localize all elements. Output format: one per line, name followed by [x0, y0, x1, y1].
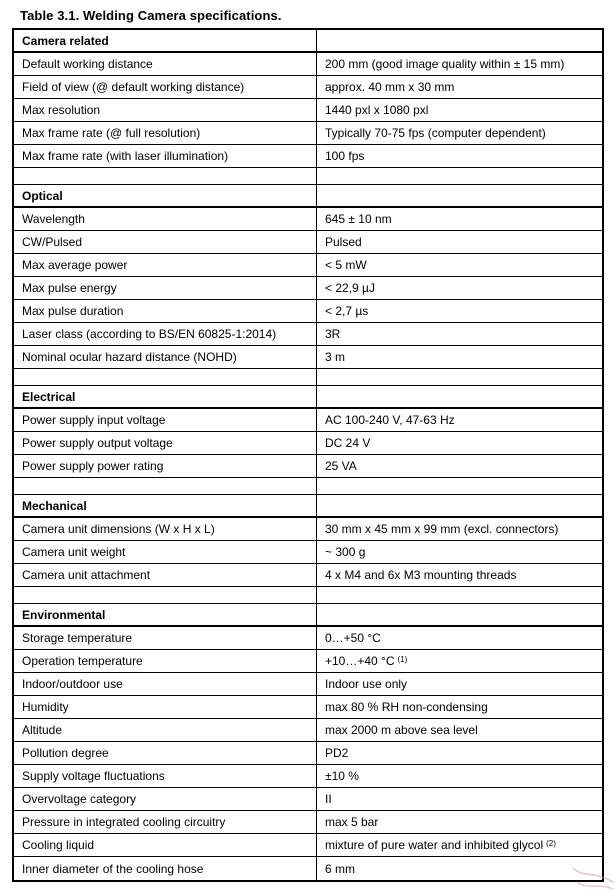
section-header-row: [14, 604, 602, 627]
spec-label-cell: Mechanical: [14, 495, 317, 516]
table-row: [14, 518, 602, 541]
spec-value-cell: [317, 185, 602, 206]
spec-value-cell: 645 ± 10 nm: [325, 212, 392, 226]
table-row: [14, 541, 602, 564]
spec-value-cell: Indoor use only: [325, 677, 408, 691]
spacer-row: [14, 369, 602, 386]
spec-value-cell: 25 VA: [325, 459, 357, 473]
spec-value-cell: < 5 mW: [325, 258, 367, 272]
spec-label-cell: Laser class (according to BS/EN 60825-1:2014): [14, 323, 317, 345]
spec-value-cell: II: [325, 792, 332, 806]
table-row: [14, 409, 602, 432]
spec-value-cell: max 80 % RH non-condensing: [325, 700, 488, 714]
spec-label-cell: Default working distance: [14, 53, 317, 75]
spec-value-cell: [317, 587, 602, 603]
spec-label-cell: CW/Pulsed: [14, 231, 317, 253]
spacer-row: [14, 587, 602, 604]
spec-label-cell: [14, 587, 317, 603]
spec-value-cell: ~ 300 g: [325, 545, 366, 559]
spec-label-cell: Optical: [14, 185, 317, 206]
spec-label-cell: Environmental: [14, 604, 317, 625]
spec-value-cell: max 2000 m above sea level: [325, 723, 478, 737]
table-row: [14, 564, 602, 587]
spec-label-cell: Cooling liquid: [14, 834, 317, 856]
spec-label-cell: Max pulse energy: [14, 277, 317, 299]
table-row: [14, 300, 602, 323]
spacer-row: [14, 168, 602, 185]
table-row: [14, 765, 602, 788]
spec-label-cell: Field of view (@ default working distance): [14, 76, 317, 98]
spec-label-cell: Pollution degree: [14, 742, 317, 764]
table-row: [14, 346, 602, 369]
spec-label-cell: Max pulse duration: [14, 300, 317, 322]
spec-value-cell: 200 mm (good image quality within ± 15 mm): [325, 57, 565, 71]
table-row: [14, 696, 602, 719]
spec-label-cell: Nominal ocular hazard distance (NOHD): [14, 346, 317, 368]
spec-value-cell: ±10 %: [325, 769, 359, 783]
table-row: [14, 650, 602, 673]
spec-label-cell: Overvoltage category: [14, 788, 317, 810]
spec-label-cell: Max resolution: [14, 99, 317, 121]
page-title: Table 3.1. Welding Camera specifications.: [20, 8, 282, 23]
table-row: [14, 76, 602, 99]
table-row: [14, 145, 602, 168]
table-row: [14, 208, 602, 231]
table-row: [14, 455, 602, 478]
table-row: [14, 231, 602, 254]
table-row: [14, 788, 602, 811]
table-row: [14, 811, 602, 834]
spec-label-cell: Pressure in integrated cooling circuitry: [14, 811, 317, 833]
spec-value-cell: 30 mm x 45 mm x 99 mm (excl. connectors): [325, 522, 559, 536]
spec-value-cell: 3R: [325, 327, 341, 341]
table-row: [14, 627, 602, 650]
spec-label-cell: Supply voltage fluctuations: [14, 765, 317, 787]
spec-value-cell: 100 fps: [325, 149, 365, 163]
spec-label-cell: Camera unit weight: [14, 541, 317, 563]
spec-label-cell: Camera unit attachment: [14, 564, 317, 586]
spec-value-cell: [317, 478, 602, 494]
spec-label-cell: Operation temperature: [14, 650, 317, 672]
table-row: [14, 323, 602, 346]
spec-value-cell: 0…+50 °C: [325, 631, 381, 645]
spec-label-cell: [14, 478, 317, 494]
table-row: [14, 99, 602, 122]
spec-value-cell: Typically 70-75 fps (computer dependent): [325, 126, 546, 140]
spec-value-cell: approx. 40 mm x 30 mm: [325, 80, 455, 94]
spec-value-cell: < 2,7 µs: [325, 304, 369, 318]
spec-label-cell: Altitude: [14, 719, 317, 741]
spec-label-cell: Power supply output voltage: [14, 432, 317, 454]
spec-label-cell: Camera related: [14, 30, 317, 51]
spec-label-cell: [14, 369, 317, 385]
spec-label-cell: [14, 168, 317, 184]
spec-value-cell: Pulsed: [325, 235, 362, 249]
table-row: [14, 742, 602, 765]
spec-label-cell: Storage temperature: [14, 627, 317, 649]
table-row: [14, 122, 602, 145]
spec-value-cell: max 5 bar: [325, 815, 379, 829]
spec-label-cell: Max frame rate (@ full resolution): [14, 122, 317, 144]
spec-value-cell: mixture of pure water and inhibited glycol (2): [325, 838, 556, 852]
spec-label-cell: Indoor/outdoor use: [14, 673, 317, 695]
section-header-row: [14, 495, 602, 518]
spec-table: [12, 28, 604, 882]
spec-value-cell: [317, 30, 602, 51]
page-curl-decoration: [569, 865, 615, 893]
spec-value-cell: 1440 pxl x 1080 pxl: [325, 103, 429, 117]
spec-value-cell: 3 m: [325, 350, 346, 364]
spec-value-cell: [317, 604, 602, 625]
spec-value-cell: [317, 168, 602, 184]
spec-value-cell: DC 24 V: [325, 436, 371, 450]
table-row: [14, 719, 602, 742]
spec-label-cell: Camera unit dimensions (W x H x L): [14, 518, 317, 540]
spacer-row: [14, 478, 602, 495]
spec-value-cell: [317, 369, 602, 385]
spec-value-cell: 6 mm: [325, 861, 355, 876]
table-row: [14, 53, 602, 76]
table-row: [14, 673, 602, 696]
section-header-row: [14, 185, 602, 208]
table-row: [14, 432, 602, 455]
spec-value-cell: < 22,9 µJ: [325, 281, 375, 295]
spec-label-cell: Power supply power rating: [14, 455, 317, 477]
spec-value-cell: 4 x M4 and 6x M3 mounting threads: [325, 568, 517, 582]
table-row: [14, 254, 602, 277]
spec-value-cell: [317, 386, 602, 407]
spec-label-cell: Max frame rate (with laser illumination): [14, 145, 317, 167]
spec-label-cell: Inner diameter of the cooling hose: [14, 857, 317, 880]
section-header-row: [14, 30, 602, 53]
spec-label-cell: Electrical: [14, 386, 317, 407]
table-row: [14, 834, 602, 857]
spec-value-cell: PD2: [325, 746, 349, 760]
spec-value-cell: +10…+40 °C (1): [325, 654, 408, 668]
spec-label-cell: Max average power: [14, 254, 317, 276]
table-row: [14, 857, 602, 880]
table-row: [14, 277, 602, 300]
spec-label-cell: Power supply input voltage: [14, 409, 317, 431]
section-header-row: [14, 386, 602, 409]
spec-label-cell: Humidity: [14, 696, 317, 718]
spec-label-cell: Wavelength: [14, 208, 317, 230]
spec-value-cell: AC 100-240 V, 47-63 Hz: [325, 413, 455, 427]
spec-value-cell: [317, 495, 602, 516]
